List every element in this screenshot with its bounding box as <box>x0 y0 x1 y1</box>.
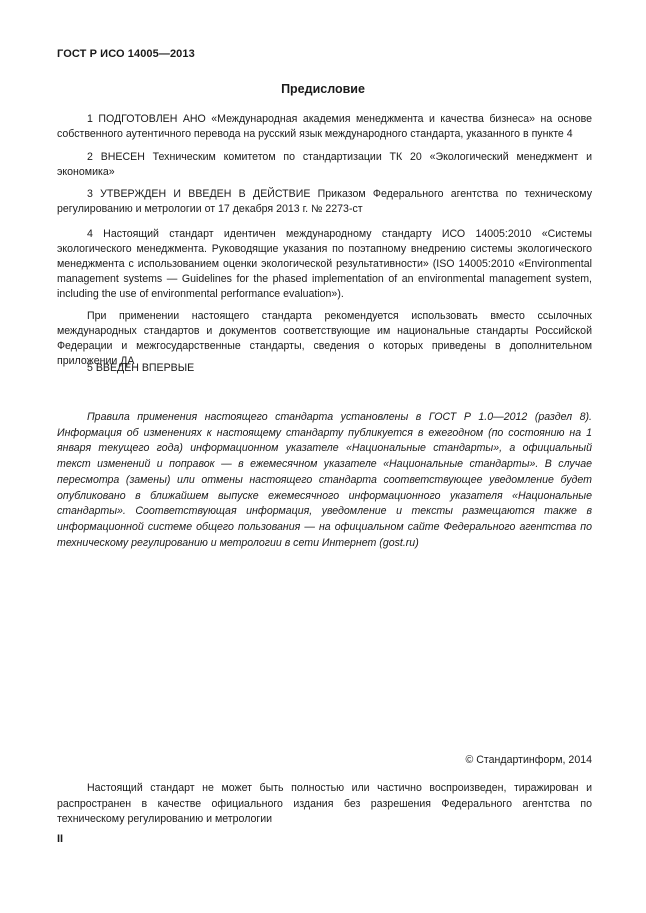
paragraph-4: 4 Настоящий стандарт идентичен международному стандарту ИСО 14005:2010 «Системы экологического менеджмента. Руководящие указания по поэтапному внедрению системы экологического менеджмента с использованием оценки экологической результативности» (ISO 14005:2010 «Environmental management systems — Guidelines for the phased implementation of an environmental management system, including the use of environmental performance evaluation»). <box>57 228 592 300</box>
paragraph-1: 1 ПОДГОТОВЛЕН АНО «Международная академия менеджмента и качества бизнеса» на основе собственного аутентичного перевода на русский язык международного стандарта, указанного в пункте 4 <box>57 113 592 140</box>
paragraph-3: 3 УТВЕРЖДЕН И ВВЕДЕН В ДЕЙСТВИЕ Приказом Федерального агентства по техническому регулированию и метрологии от 17 декабря 2013 г. № 2273-ст <box>57 188 592 215</box>
copyright-line: © Стандартинформ, 2014 <box>465 754 592 766</box>
page-number: II <box>57 833 64 845</box>
paragraph-6: 5 ВВЕДЕН ВПЕРВЫЕ <box>87 362 195 374</box>
page-title: Предисловие <box>281 82 365 96</box>
reproduction-notice: Настоящий стандарт не может быть полностью или частично воспроизведен, тиражирован и распространен в качестве официального издания без разрешения Федерального агентства по техническому регулированию и метрологии <box>57 782 592 825</box>
paragraph-2: 2 ВНЕСЕН Техническим комитетом по стандартизации ТК 20 «Экологический менеджмент и экономика» <box>57 151 592 178</box>
paragraph-5: При применении настоящего стандарта рекомендуется использовать вместо ссылочных международных стандартов и документов соответствующие им национальные стандарты Российской Федерации и межгосударственные стандарты, сведения о которых приведены в дополнительном приложении ДА <box>57 310 592 367</box>
rules-note: Правила применения настоящего стандарта установлены в ГОСТ Р 1.0—2012 (раздел 8). Информация об изменениях к настоящему стандарту публикуется в ежегодном (по состоянию на 1 января текущего года) информационном указателе «Национальные стандарты», а официальный текст изменений и поправок — в ежемесячном указателе «Национальные стандарты». В случае пересмотра (замены) или отмены настоящего стандарта соответствующее уведомление будет опубликовано в ближайшем выпуске ежемесячного информационного указателя «Национальные стандарты». Соответствующая информация, уведомление и тексты размещаются также в информационной системе общего пользования — на официальном сайте Федерального агентства по техническому регулированию и метрологии в сети Интернет (gost.ru) <box>57 411 592 549</box>
standard-code-header: ГОСТ Р ИСО 14005—2013 <box>57 48 195 60</box>
